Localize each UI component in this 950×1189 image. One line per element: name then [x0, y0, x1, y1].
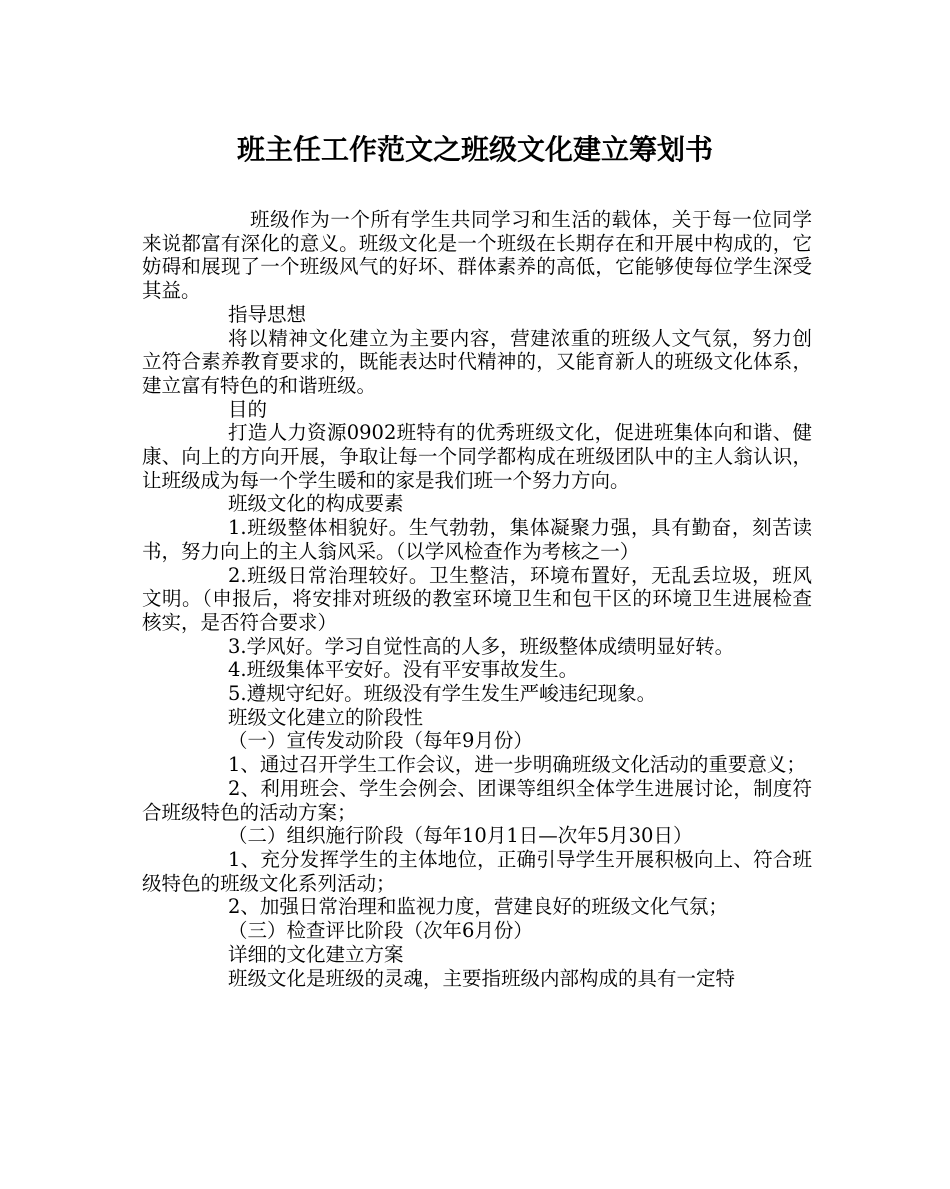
list-item-element-3: 3.学风好。学习自觉性高的人多，班级整体成绩明显好转。	[228, 634, 735, 658]
stage-1-item-2: 2、利用班会、学生会例会、团课等组织全体学生进展讨论，制度符合班级特色的活动方案；	[142, 776, 812, 824]
paragraph-guiding-thought: 将以精神文化建立为主要内容，营建浓重的班级人文气氛，努力创立符合素养教育要求的，既能表达时代精神的，又能育新人的班级文化体系，建立富有特色的和谐班级。	[142, 326, 812, 397]
heading-guiding-thought: 指导思想	[228, 302, 307, 326]
paragraph-purpose: 打造人力资源0902班特有的优秀班级文化，促进班集体向和谐、健康、向上的方向开展，争取让每一个同学都构成在班级团队中的主人翁认识，让班级成为每一个学生暖和的家是我们班一个努力方向。	[142, 421, 812, 492]
heading-plan: 详细的文化建立方案	[228, 942, 404, 966]
heading-stages: 班级文化建立的阶段性	[228, 705, 424, 729]
heading-purpose: 目的	[228, 397, 268, 421]
stage-heading-2: （二）组织施行阶段（每年10月1日—次年5月30日）	[228, 824, 693, 848]
paragraph-intro: 班级作为一个所有学生共同学习和生活的载体，关于每一位同学来说都富有深化的意义。班级文化是一个班级在长期存在和开展中构成的，它妨碍和展现了一个班级风气的好坏、群体素养的高低，它能够使每位学生深受其益。	[142, 208, 812, 303]
document-title: 班主任工作范文之班级文化建立筹划书	[236, 133, 713, 166]
stage-heading-3: （三）检查评比阶段（次年6月份）	[228, 919, 533, 943]
stage-2-item-1: 1、充分发挥学生的主体地位，正确引导学生开展积极向上、符合班级特色的班级文化系列活动；	[142, 847, 812, 895]
paragraph-plan: 班级文化是班级的灵魂，主要指班级内部构成的具有一定特	[228, 966, 736, 990]
list-item-element-5: 5.遵规守纪好。班级没有学生发生严峻违纪现象。	[228, 682, 657, 706]
heading-elements: 班级文化的构成要素	[228, 492, 404, 516]
stage-1-item-1: 1、通过召开学生工作会议，进一步明确班级文化活动的重要意义；	[228, 753, 806, 777]
document-body	[142, 208, 812, 990]
list-item-element-4: 4.班级集体平安好。没有平安事故发生。	[228, 658, 579, 682]
stage-heading-1: （一）宣传发动阶段（每年9月份）	[228, 729, 533, 753]
list-item-element-1: 1.班级整体相貌好。生气勃勃，集体凝聚力强，具有勤奋，刻苦读书，努力向上的主人翁风采。（以学风检查作为考核之一）	[142, 516, 812, 563]
list-item-element-2: 2.班级日常治理较好。卫生整洁，环境布置好，无乱丢垃圾，班风文明。（申报后，将安排对班级的教室环境卫生和包干区的环境卫生进展检查核实，是否符合要求）	[142, 563, 812, 634]
stage-2-item-2: 2、加强日常治理和监视力度，营建良好的班级文化气氛；	[228, 895, 728, 919]
